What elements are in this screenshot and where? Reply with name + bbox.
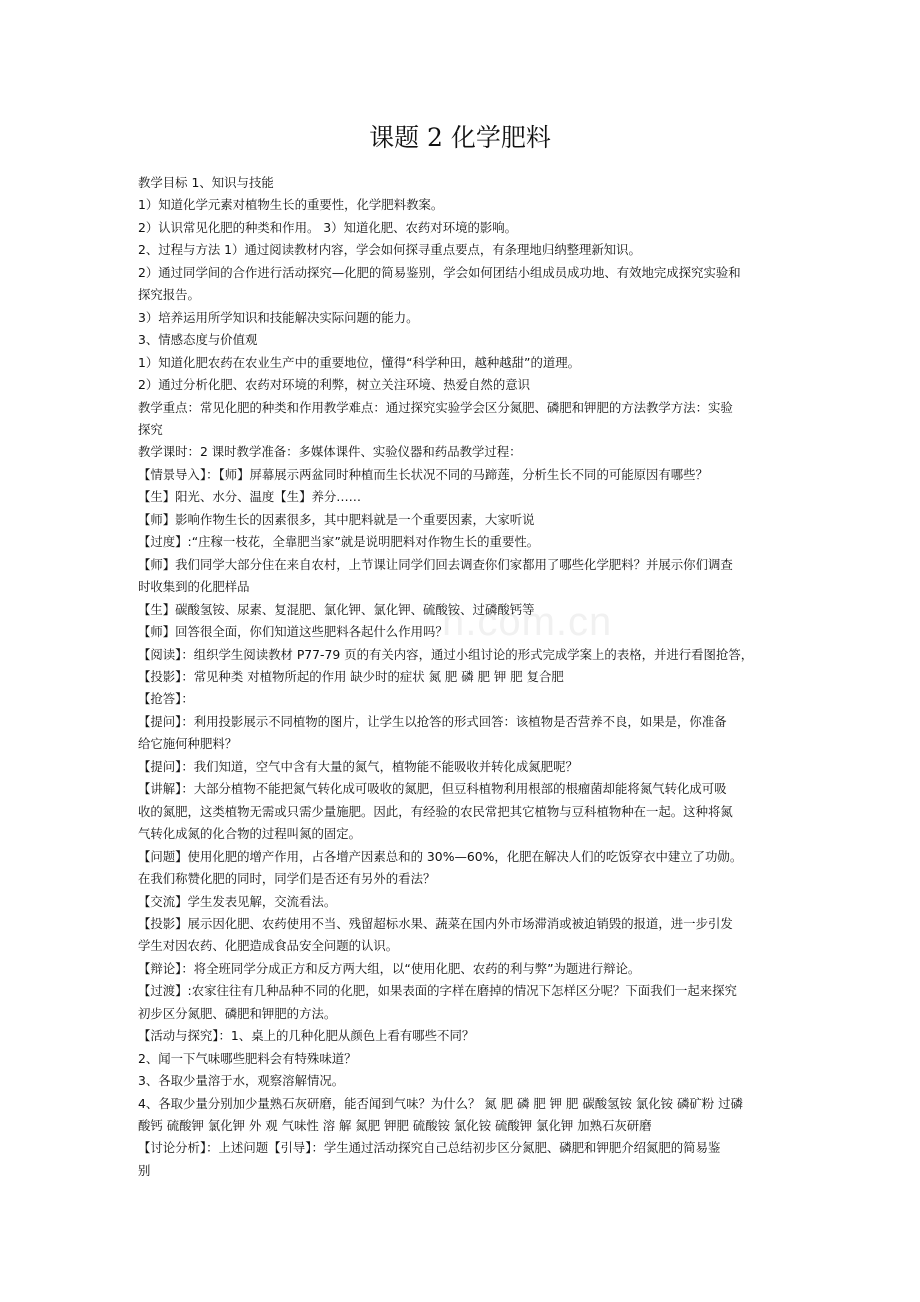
text-line: 2）通过分析化肥、农药对环境的利弊，树立关注环境、热爱自然的意识 bbox=[138, 377, 530, 393]
page-title: 课题 2 化学肥料 bbox=[369, 123, 551, 152]
text-line: 2）通过同学间的合作进行活动探究—化肥的简易鉴别，学会如何团结小组成员成功地、有效地完成探究实验和 bbox=[138, 264, 741, 280]
text-line: 3）培养运用所学知识和技能解决实际问题的能力。 bbox=[138, 309, 419, 325]
text-line: 收的氮肥，这类植物无需或只需少量施肥。因此，有经验的农民常把其它植物与豆科植物种在一起。这种将氮 bbox=[138, 803, 733, 819]
text-line: 【投影】展示因化肥、农药使用不当、残留超标水果、蔬菜在国内外市场滞消或被迫销毁的报道，进一步引发 bbox=[138, 915, 733, 931]
text-line: 探究 bbox=[138, 421, 163, 437]
text-line: 【投影】：常见种类 对植物所起的作用 缺少时的症状 氮 肥 磷 肥 钾 肥 复合肥 bbox=[138, 668, 564, 684]
text-line: 【生】阳光、水分、温度【生】养分…… bbox=[138, 489, 362, 505]
text-line: 【抢答】： bbox=[138, 691, 194, 707]
text-line: 【辩论】：将全班同学分成正方和反方两大组，以“使用化肥、农药的利与弊”为题进行辩论。 bbox=[138, 960, 641, 976]
text-line: 【情景导入】：【师】屏幕展示两盆同时种植而生长状况不同的马蹄莲，分析生长不同的可能原因有哪些？ bbox=[138, 466, 708, 482]
text-line: 【讲解】：大部分植物不能把氮气转化成可吸收的氮肥，但豆科植物利用根部的根瘤菌却能将氮气转化成可吸 bbox=[138, 781, 727, 797]
text-line: 4、各取少量分别加少量熟石灰研磨，能否闻到气味？为什么？ 氮 肥 磷 肥 钾 肥 碳酸氢铵 氯化铵 磷矿粉 过磷 bbox=[138, 1095, 743, 1111]
text-line: 【交流】学生发表见解，交流看法。 bbox=[138, 893, 337, 909]
text-line: 教学目标 1、知识与技能 bbox=[138, 175, 274, 190]
text-line: 【生】碳酸氢铵、尿素、复混肥、氯化钾、氯化钾、硫酸铵、过磷酸钙等 bbox=[138, 601, 535, 617]
text-line: 1）知道化学元素对植物生长的重要性，化学肥料教案。 bbox=[138, 197, 444, 213]
text-line: 给它施何种肥料？ bbox=[138, 736, 238, 752]
text-line: 学生对因农药、化肥造成食品安全问题的认识。 bbox=[138, 938, 399, 954]
text-line: 3、各取少量溶于水，观察溶解情况。 bbox=[138, 1073, 345, 1089]
text-line: 2、过程与方法 1）通过阅读教材内容，学会如何探寻重点要点，有条理地归纳整理新知识。 bbox=[138, 242, 641, 258]
text-line: 【提问】：我们知道，空气中含有大量的氮气，植物能不能吸收并转化成氮肥呢？ bbox=[138, 758, 578, 774]
text-line: 3、情感态度与价值观 bbox=[138, 332, 258, 348]
text-line: 酸钙 硫酸钾 氯化钾 外 观 气味性 溶 解 氮肥 钾肥 硫酸铵 氯化铵 硫酸钾 氯化钾 加熟石灰研磨 bbox=[138, 1118, 652, 1134]
text-line: 2、闻一下气味哪些肥料会有特殊味道？ bbox=[138, 1050, 357, 1066]
text-line: 【师】我们同学大部分住在来自农村，上节课让同学们回去调查你们家都用了哪些化学肥料？并展示你们调查 bbox=[138, 556, 733, 572]
text-line: 时收集到的化肥样品 bbox=[138, 579, 250, 595]
text-line: 【讨论分析】：上述问题【引导】：学生通过活动探究自己总结初步区分氮肥、磷肥和钾肥介绍氮肥的简易鉴 bbox=[138, 1140, 721, 1156]
text-line: 【师】回答很全面，你们知道这些肥料各起什么作用吗？ bbox=[138, 624, 448, 640]
text-line: 2）认识常见化肥的种类和作用。 3）知道化肥、农药对环境的影响。 bbox=[138, 219, 518, 235]
text-line: 别 bbox=[138, 1162, 151, 1178]
text-line: 【提问】：利用投影展示不同植物的图片，让学生以抢答的形式回答：该植物是否营养不良，如果是，你准备 bbox=[138, 713, 727, 729]
document-body bbox=[138, 172, 798, 1182]
watermark: n.com.cn bbox=[442, 600, 613, 644]
text-line: 在我们称赞化肥的同时，同学们是否还有另外的看法？ bbox=[138, 871, 436, 887]
text-line: 教学课时：2 课时教学准备：多媒体课件、实验仪器和药品教学过程： bbox=[138, 444, 522, 460]
text-line: 【阅读】：组织学生阅读教材 P77-79 页的有关内容，通过小组讨论的形式完成学案上的表格，并进行看图抢答， bbox=[138, 646, 754, 662]
text-line: 1）知道化肥农药在农业生产中的重要地位，懂得“科学种田，越种越甜”的道理。 bbox=[138, 354, 581, 370]
text-line: 【过渡】:农家往往有几种品种不同的化肥，如果表面的字样在磨掉的情况下怎样区分呢？下面我们一起来探究 bbox=[138, 983, 737, 999]
text-line: 【问题】使用化肥的增产作用，占各增产因素总和的 30%—60%，化肥在解决人们的吃饭穿衣中建立了功勋。 bbox=[138, 848, 743, 864]
text-line: 【过度】:“庄稼一枝花，全靠肥当家”就是说明肥料对作物生长的重要性。 bbox=[138, 534, 540, 550]
text-line: 气转化成氮的化合物的过程叫氮的固定。 bbox=[138, 826, 362, 842]
text-line: 【师】影响作物生长的因素很多，其中肥料就是一个重要因素，大家听说 bbox=[138, 511, 535, 527]
text-line: 教学重点：常见化肥的种类和作用教学难点：通过探究实验学会区分氮肥、磷肥和钾肥的方法教学方法：实验 bbox=[138, 399, 733, 415]
text-line: 探究报告。 bbox=[138, 287, 200, 303]
text-line: 【活动与探究】：1、桌上的几种化肥从颜色上看有哪些不同？ bbox=[138, 1028, 475, 1044]
text-line: 初步区分氮肥、磷肥和钾肥的方法。 bbox=[138, 1005, 337, 1021]
